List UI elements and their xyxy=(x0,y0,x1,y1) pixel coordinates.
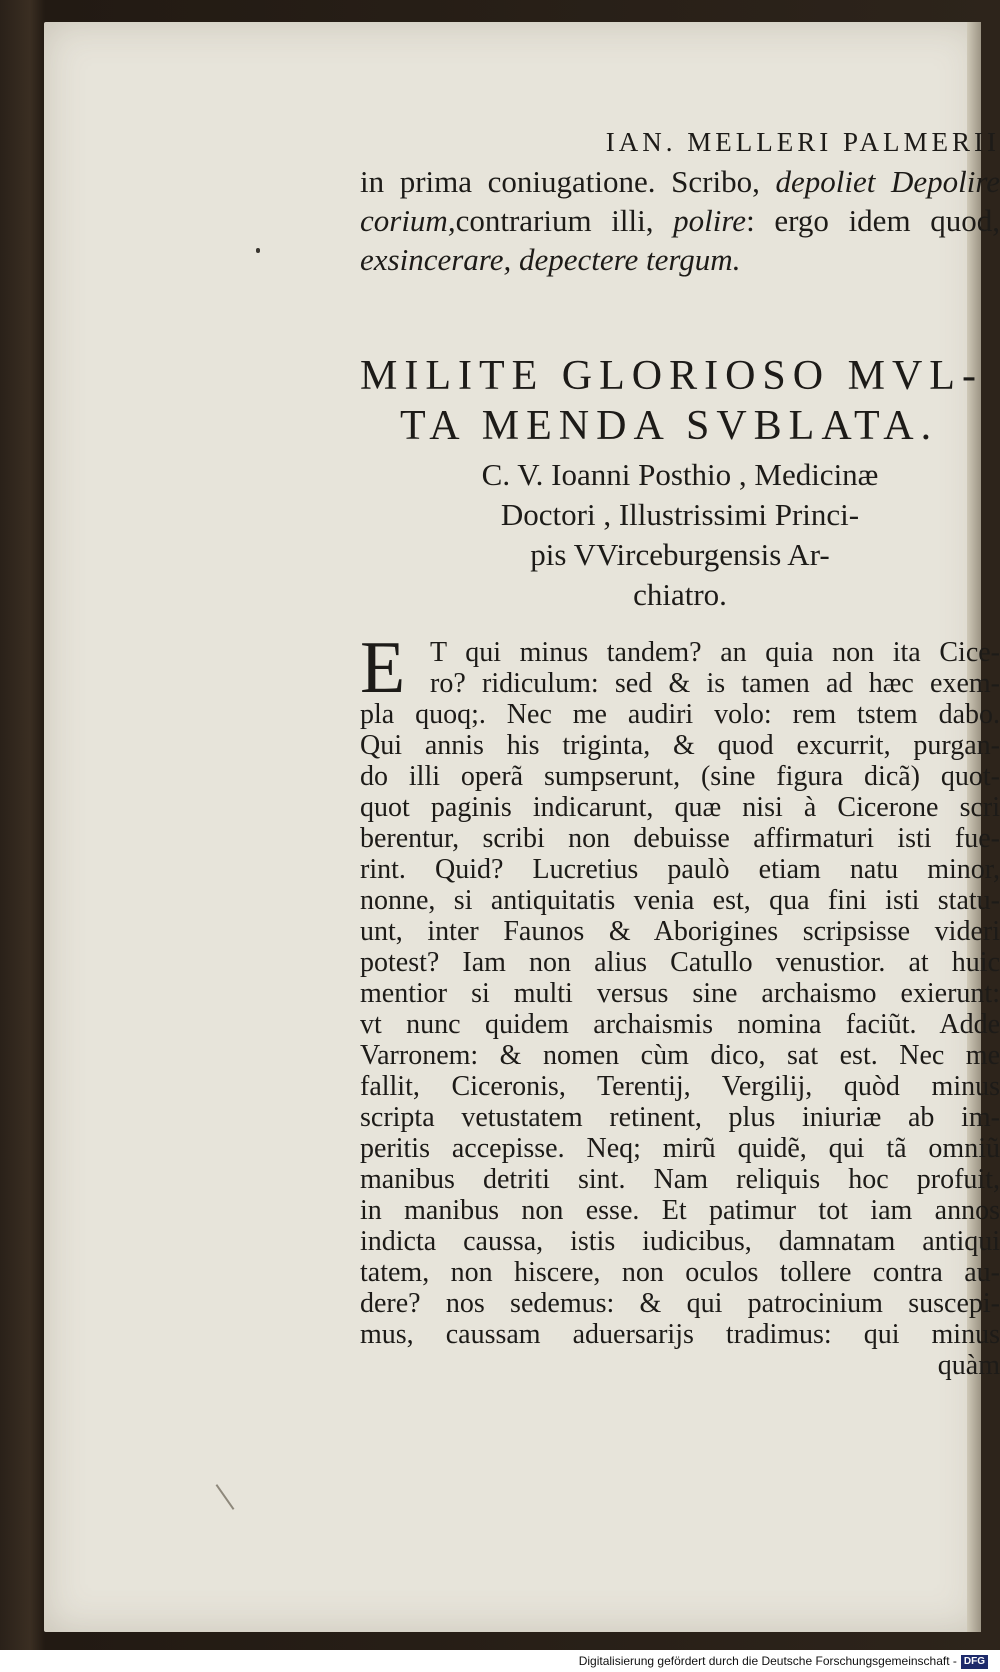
body-line: in manibus non esse. Et patimur tot iam annos xyxy=(360,1195,1000,1226)
drop-initial: E xyxy=(360,627,406,709)
dedication xyxy=(360,455,1000,615)
body-line: nonne, si antiquitatis venia est, qua fini isti statu- xyxy=(360,885,1000,916)
body-line: do illi operã sumpserunt, (sine figura dicã) quot- xyxy=(360,761,1000,792)
body-line: dere? nos sedemus: & qui patrocinium suscepi- xyxy=(360,1288,1000,1319)
title-line-1: MILITE GLORIOSO MVL- xyxy=(360,353,983,399)
body-line: peritis accepisse. Neq; mirũ quidẽ, qui tã omniũ xyxy=(360,1133,1000,1164)
body-line: T qui minus tandem? an quia non ita Cice- xyxy=(430,637,1000,668)
intro-line-2: corium,contrarium illi, polire: ergo idem quod, xyxy=(360,203,1000,238)
body-line: vt nunc quidem archaismis nomina faciũt. Adde xyxy=(360,1009,1000,1040)
body-line: rint. Quid? Lucretius paulò etiam natu minor, xyxy=(360,854,1000,885)
body-line: ro? ridiculum: sed & is tamen ad hæc exem- xyxy=(430,668,1000,699)
body-line: berentur, scribi non debuisse affirmaturi isti fue- xyxy=(360,823,1000,854)
body-line: Varronem: & nomen cùm dico, sat est. Nec me xyxy=(360,1040,1000,1071)
intro-line-1: in prima coniugatione. Scribo, depoliet Depolire xyxy=(360,164,1000,199)
page-text xyxy=(360,122,1000,1381)
body-line: fallit, Ciceronis, Terentij, Vergilij, quòd minus xyxy=(360,1071,1000,1102)
dedication-line-1: C. V. Ioanni Posthio , Medicinæ xyxy=(481,457,879,492)
body-line: potest? Iam non alius Catullo venustior. at huic xyxy=(360,947,1000,978)
catchword: quàm xyxy=(937,1350,1000,1381)
dedication-line-4: chiatro. xyxy=(633,577,727,612)
footer-text: Digitalisierung gefördert durch die Deutsche Forschungsgemeinschaft - xyxy=(578,1654,957,1668)
dedication-line-2: Doctori , Illustrissimi Princi- xyxy=(500,497,860,532)
body-line: Qui annis his triginta, & quod excurrit, purgan- xyxy=(360,730,1000,761)
paper-mark xyxy=(216,1484,235,1510)
section-title xyxy=(360,351,1000,451)
body-line: mentior si multi versus sine archaismo exierunt: xyxy=(360,978,1000,1009)
dfg-logo: DFG xyxy=(961,1655,988,1669)
intro-line-3: exsincerare, depectere tergum. xyxy=(360,242,741,277)
title-line-2: TA MENDA SVBLATA. xyxy=(400,403,939,449)
body-line: mus, caussam aduersarijs tradimus: qui minus xyxy=(360,1319,1000,1350)
body-line: unt, inter Faunos & Aborigines scripsisse videri xyxy=(360,916,1000,947)
body-line: quot paginis indicarunt, quæ nisi à Cicerone scri xyxy=(360,792,1000,823)
dedication-line-3: pis VVirceburgensis Ar- xyxy=(530,537,830,572)
body-line: pla quoq;. Nec me audiri volo: rem tstem dabo. xyxy=(360,699,1000,730)
ink-speck xyxy=(256,248,260,253)
digitization-footer xyxy=(0,1650,1000,1672)
body-line: manibus detriti sint. Nam reliquis hoc profuit, xyxy=(360,1164,1000,1195)
body-line: tatem, non hiscere, non oculos tollere contra au- xyxy=(360,1257,1000,1288)
intro-paragraph xyxy=(360,162,1000,279)
body-paragraph xyxy=(360,627,1000,1350)
body-line: indicta caussa, istis iudicibus, damnatam antiqui xyxy=(360,1226,1000,1257)
body-line: scripta vetustatem retinent, plus iniuriæ ab im- xyxy=(360,1102,1000,1133)
running-head: IAN. MELLERI PALMERII xyxy=(605,127,1000,157)
book-page xyxy=(44,22,1000,1632)
